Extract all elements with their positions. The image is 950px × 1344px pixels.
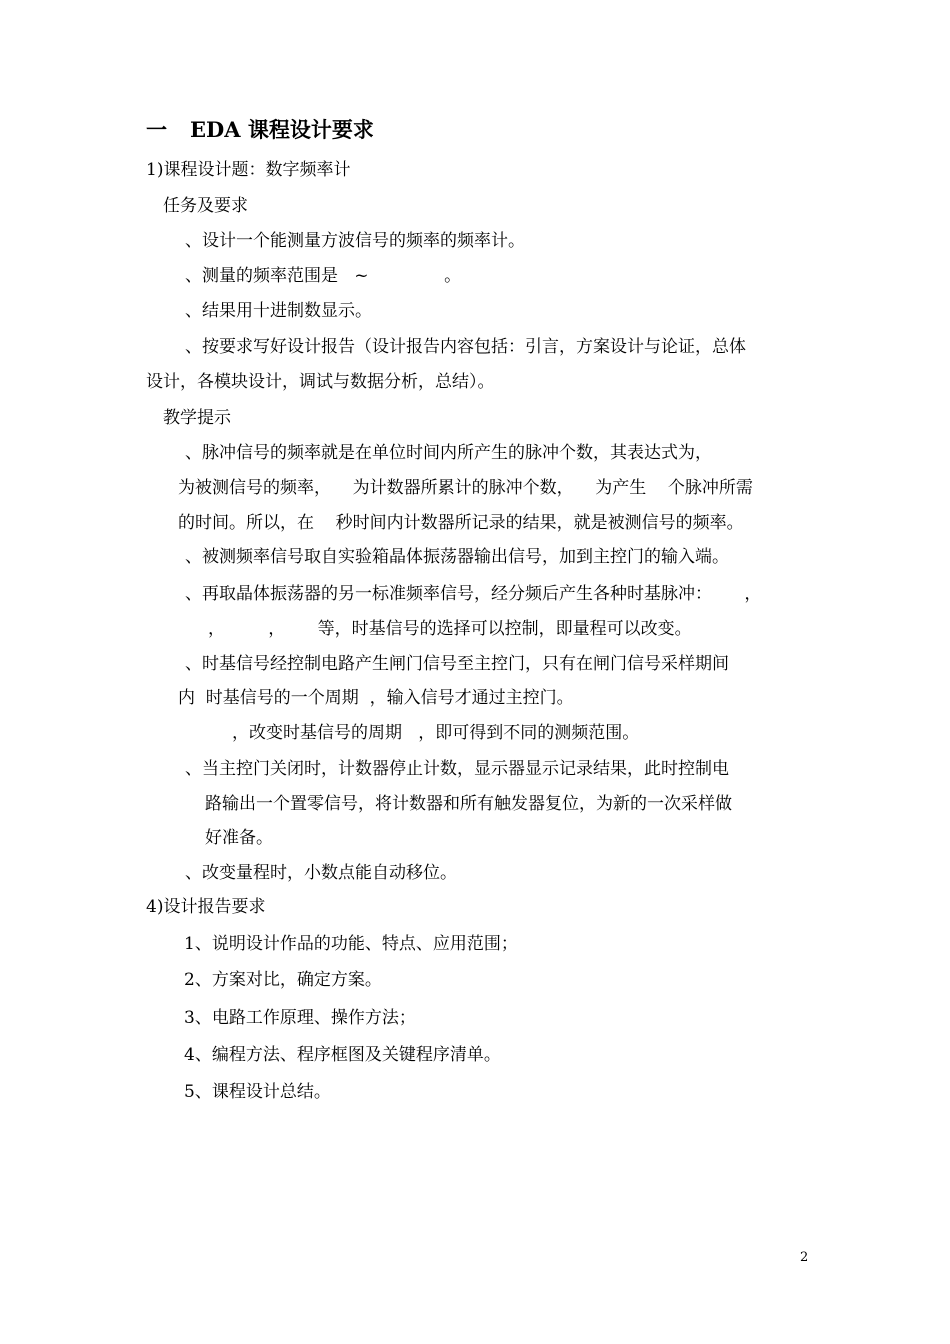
report-item: 2、方案对比，确定方案。 xyxy=(184,970,382,990)
hint-line: 、时基信号经控制电路产生闸门信号至主控门，只有在闸门信号采样期间 xyxy=(185,654,729,674)
hint-line: 、当主控门关闭时，计数器停止计数，显示器显示记录结果，此时控制电 xyxy=(185,759,729,779)
report-item: 3、电路工作原理、操作方法； xyxy=(184,1008,416,1028)
task-item: 、按要求写好设计报告（设计报告内容包括：引言，方案设计与论证，总体 xyxy=(185,337,746,357)
hint-line: 的时间。所以，在 秒时间内计数器所记录的结果，就是被测信号的频率。 xyxy=(178,513,744,533)
hint-line: 内 时基信号的一个周期 ，输入信号才通过主控门。 xyxy=(178,688,574,708)
report-heading: 4)设计报告要求 xyxy=(146,897,266,917)
page-number: 2 xyxy=(800,1250,809,1265)
task-item: 、测量的频率范围是 ~ 。 xyxy=(185,266,462,286)
report-item: 5、课程设计总结。 xyxy=(184,1082,331,1102)
report-item: 4、编程方法、程序框图及关键程序清单。 xyxy=(184,1045,501,1065)
hint-line: 为被测信号的频率， 为计数器所累计的脉冲个数， 为产生 个脉冲所需 xyxy=(178,478,753,498)
tasks-heading: 任务及要求 xyxy=(163,196,248,216)
hint-line: 、被测频率信号取自实验箱晶体振荡器输出信号，加到主控门的输入端。 xyxy=(185,547,729,567)
hints-heading: 教学提示 xyxy=(163,408,231,428)
section-number: 一 xyxy=(146,117,167,142)
section-title: EDA 课程设计要求 xyxy=(190,117,374,142)
report-item: 1、说明设计作品的功能、特点、应用范围； xyxy=(184,934,518,954)
task-item: 、设计一个能测量方波信号的频率的频率计。 xyxy=(185,231,525,251)
task-item-continued: 设计，各模块设计，调试与数据分析，总结）。 xyxy=(146,372,495,392)
hint-line: 路输出一个置零信号，将计数器和所有触发器复位，为新的一次采样做 xyxy=(205,794,732,814)
hint-line: 好准备。 xyxy=(205,828,273,848)
hint-line: 、再取晶体振荡器的另一标准频率信号，经分频后产生各种时基脉冲： ， xyxy=(185,584,762,604)
task-item: 、结果用十进制数显示。 xyxy=(185,301,372,321)
hint-line: 、脉冲信号的频率就是在单位时间内所产生的脉冲个数，其表达式为， xyxy=(185,443,712,463)
hint-line: ，改变时基信号的周期 ，即可得到不同的测频范围。 xyxy=(232,723,640,743)
hint-line: 、改变量程时，小数点能自动移位。 xyxy=(185,863,457,883)
topic-line: 1)课程设计题：数字频率计 xyxy=(146,160,351,180)
hint-line: ， ， 等，时基信号的选择可以控制，即量程可以改变。 xyxy=(208,619,692,639)
